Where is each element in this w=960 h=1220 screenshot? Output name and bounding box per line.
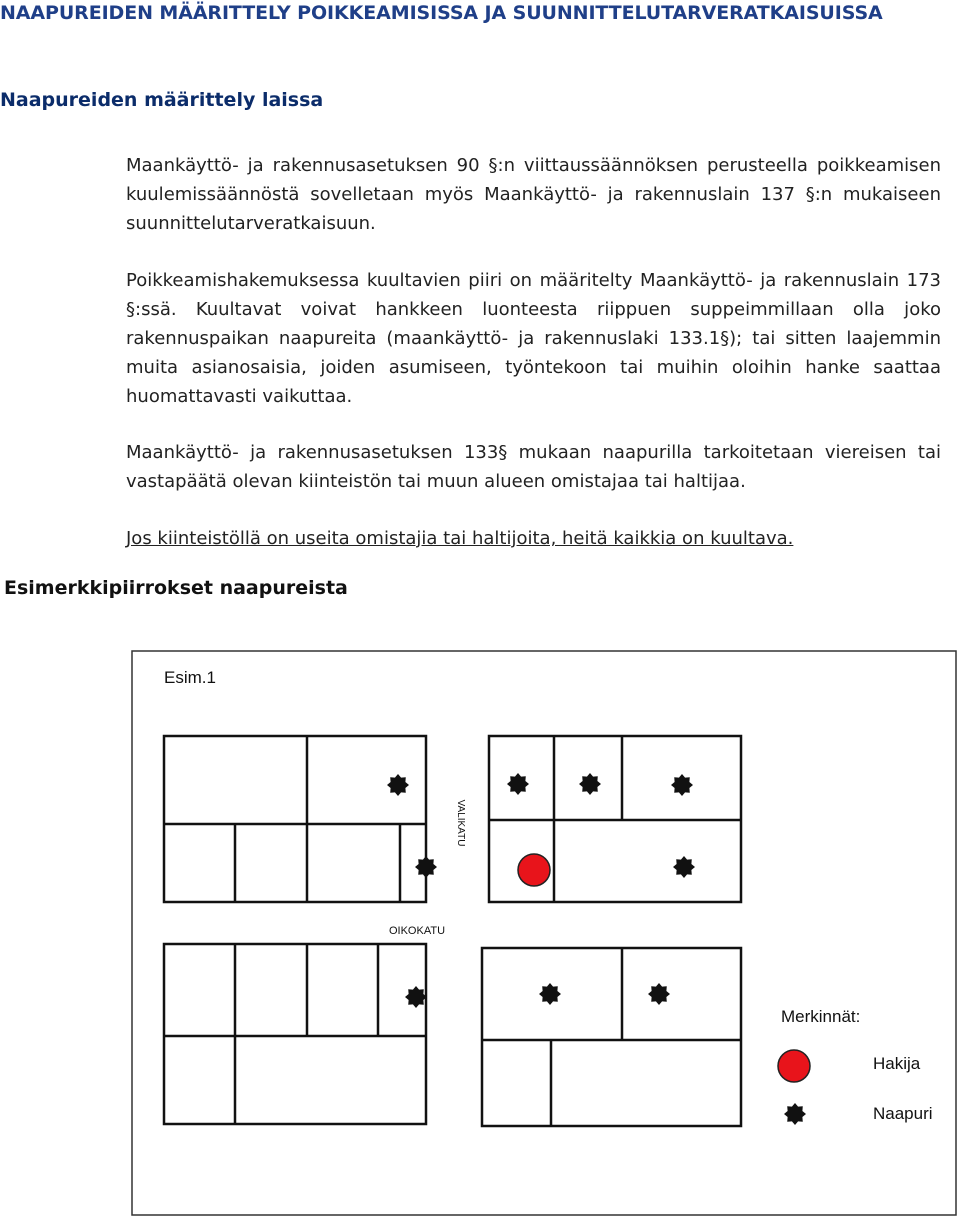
paragraph-3: Maankäyttö- ja rakennusasetuksen 133§ mukaan naapurilla tarkoitetaan viereisen tai vastapäätä olevan kiinteistön tai muun alueen omistajaa tai haltijaa. [126, 442, 941, 492]
applicant-circle-icon [518, 854, 550, 886]
neighbour-star-icon [387, 774, 409, 796]
street-label-oikokatu: OIKOKATU [388, 925, 446, 937]
page-title: NAAPUREIDEN MÄÄRITTELY POIKKEAMISISSA JA SUUNNITTELUTARVERATKAISUISSA [0, 2, 883, 24]
neighbour-star-icon [648, 983, 670, 1005]
paragraph-2: Poikkeamishakemuksessa kuultavien piiri on määritelty Maankäyttö- ja rakennuslain 173 §:ssä. Kuultavat voivat hankkeen luonteesta riippuen suppeimmillaan olla joko rakennuspaikan naapureita (maankäyttö- ja rakennuslaki 133.1§); tai sitten laajemmin muita asianosaisia, joiden asumiseen, työntekoon tai muihin oloihin hanke saattaa huomattavasti vaikuttaa. [126, 270, 941, 407]
legend-title: Merkinnät: [781, 1007, 861, 1026]
neighbour-star-icon [671, 774, 693, 796]
section-heading: Naapureiden määrittely laissa [0, 89, 324, 111]
example-diagram-svg [131, 650, 957, 1216]
legend-neighbour-label: Naapuri [873, 1104, 933, 1123]
legend-neighbour-star-icon [784, 1103, 806, 1125]
neighbour-star-icon [539, 983, 561, 1005]
example-diagram [131, 650, 957, 1216]
neighbour-star-icon [673, 856, 695, 878]
paragraph-4-underlined: Jos kiinteistöllä on useita omistajia tai haltijoita, heitä kaikkia on kuultava. [126, 528, 794, 549]
example-label: Esim.1 [164, 668, 216, 687]
neighbour-star-icon [507, 773, 529, 795]
paragraph-1: Maankäyttö- ja rakennusasetuksen 90 §:n viittaussäännöksen perusteella poikkeamisen kuulemissäännöstä sovelletaan myös Maankäyttö- ja rakennuslain 137 §:n mukaiseen suunnittelutarveratkaisuun. [126, 155, 941, 234]
street-label-valikatu: VALIKATU [455, 799, 466, 847]
legend-applicant-label: Hakija [873, 1054, 921, 1073]
neighbour-star-icon [579, 773, 601, 795]
legend-applicant-circle-icon [778, 1050, 810, 1082]
examples-heading: Esimerkkipiirrokset naapureista [4, 577, 348, 599]
neighbour-star-icon [405, 986, 427, 1008]
neighbour-star-icon [415, 856, 437, 878]
